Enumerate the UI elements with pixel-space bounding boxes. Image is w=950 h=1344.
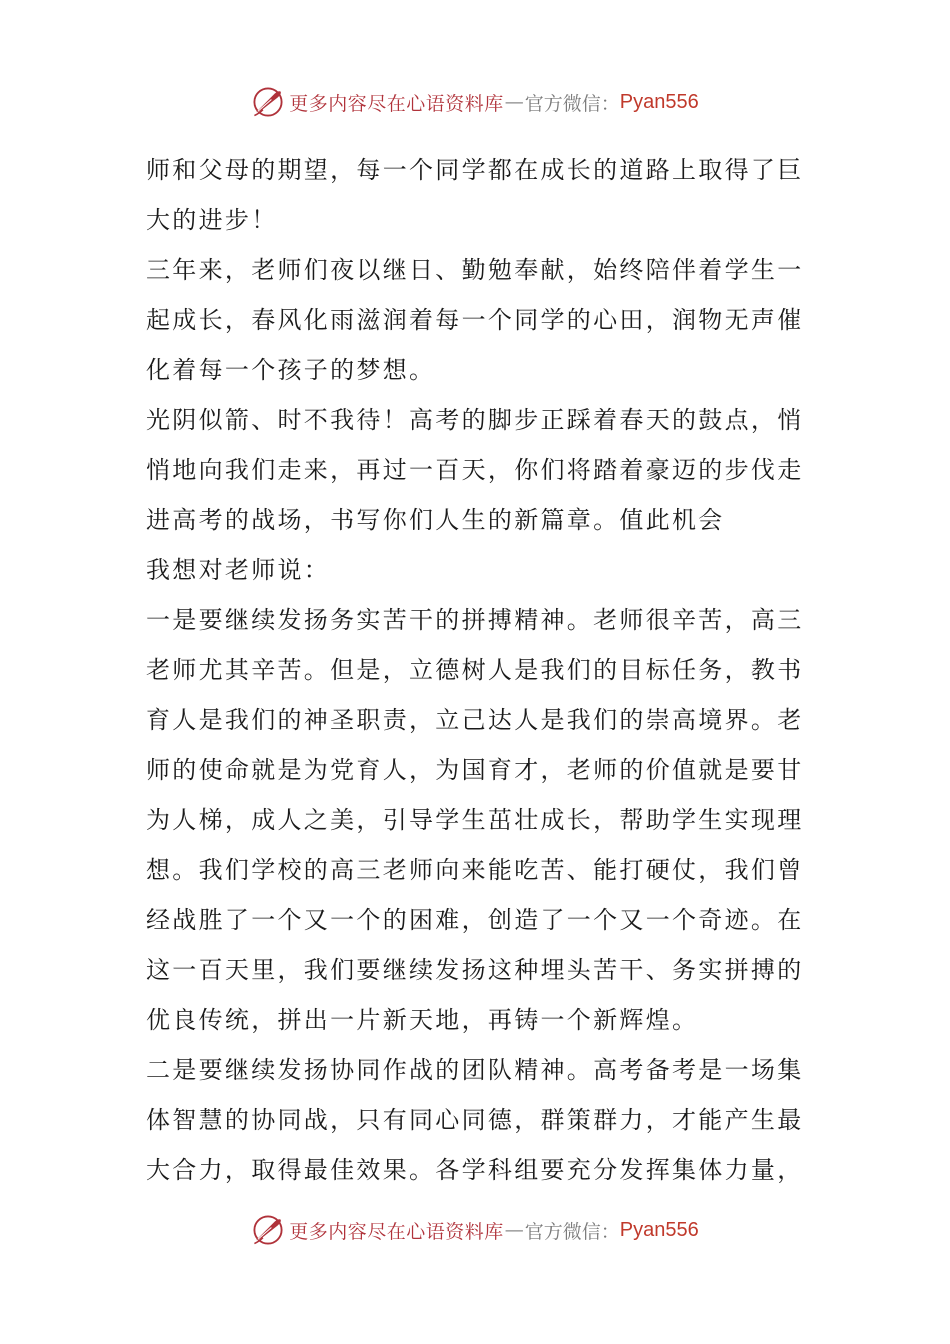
banner-title: 更多内容尽在心语资料库 bbox=[289, 92, 504, 115]
banner-wechat-id: Pyan556 bbox=[619, 1218, 699, 1241]
text-line: 我想对老师说： bbox=[146, 556, 331, 584]
text-line: 一是要继续发扬务实苦干的拼搏精神。老师很辛苦，高三 bbox=[146, 606, 804, 634]
banner-title: 更多内容尽在心语资料库 bbox=[289, 1220, 504, 1243]
text-line: 三年来，老师们夜以继日、勤勉奉献，始终陪伴着学生一 bbox=[146, 256, 804, 284]
text-line: 想。我们学校的高三老师向来能吃苦、能打硬仗，我们曾 bbox=[146, 856, 804, 884]
text-line: 二是要继续发扬协同作战的团队精神。高考备考是一场集 bbox=[146, 1056, 804, 1084]
banner-wechat-label: 官方微信： bbox=[524, 1220, 620, 1243]
text-line: 光阴似箭、时不我待！高考的脚步正踩着春天的鼓点，悄 bbox=[146, 406, 804, 434]
text-line: 化着每一个孩子的梦想。 bbox=[146, 356, 436, 384]
text-line: 优良传统，拼出一片新天地，再铸一个新辉煌。 bbox=[146, 1006, 699, 1034]
banner-wechat-label: 官方微信： bbox=[524, 92, 620, 115]
text-line: 经战胜了一个又一个的困难，创造了一个又一个奇迹。在 bbox=[146, 906, 804, 934]
quill-logo-icon bbox=[251, 1213, 285, 1247]
text-line: 师和父母的期望，每一个同学都在成长的道路上取得了巨 bbox=[146, 156, 804, 184]
text-line: 大的进步！ bbox=[146, 206, 278, 234]
quill-logo-icon bbox=[251, 85, 285, 119]
banner-separator: — bbox=[504, 91, 524, 113]
banner-separator: — bbox=[504, 1219, 524, 1241]
header-banner bbox=[0, 82, 950, 122]
text-line: 进高考的战场，书写你们人生的新篇章。值此机会 bbox=[146, 506, 725, 534]
text-line: 育人是我们的神圣职责，立己达人是我们的崇高境界。老 bbox=[146, 706, 804, 734]
text-line: 师的使命就是为党育人，为国育才，老师的价值就是要甘 bbox=[146, 756, 804, 784]
text-line: 这一百天里，我们要继续发扬这种埋头苦干、务实拼搏的 bbox=[146, 956, 804, 984]
text-line: 悄地向我们走来，再过一百天，你们将踏着豪迈的步伐走 bbox=[146, 456, 804, 484]
text-line: 大合力，取得最佳效果。各学科组要充分发挥集体力量， bbox=[146, 1156, 804, 1184]
text-line: 体智慧的协同战，只有同心同德，群策群力，才能产生最 bbox=[146, 1106, 804, 1134]
text-line: 起成长，春风化雨滋润着每一个同学的心田，润物无声催 bbox=[146, 306, 804, 334]
text-line: 老师尤其辛苦。但是，立德树人是我们的目标任务，教书 bbox=[146, 656, 804, 684]
document-body bbox=[146, 145, 808, 1195]
footer-banner bbox=[0, 1210, 950, 1250]
banner-wechat-id: Pyan556 bbox=[619, 90, 699, 113]
text-line: 为人梯，成人之美，引导学生茁壮成长，帮助学生实现理 bbox=[146, 806, 804, 834]
